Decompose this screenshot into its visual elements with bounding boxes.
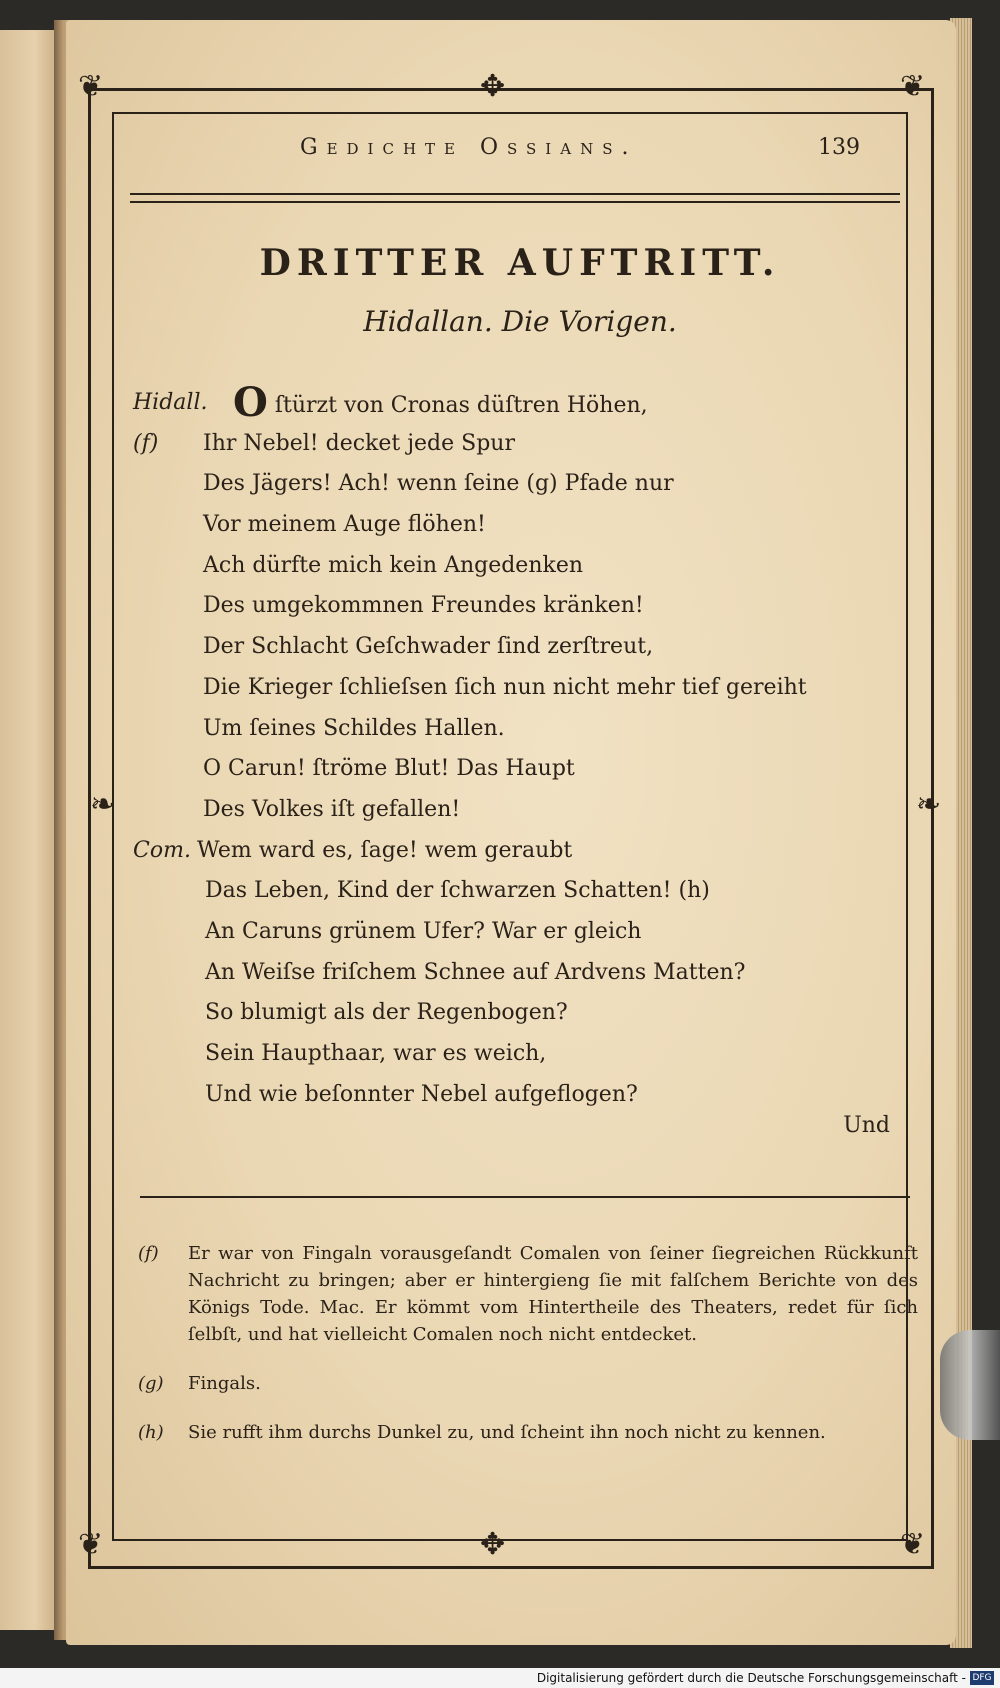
verse-line-text: ſtürzt von Cronas düſtren Höhen, <box>274 393 648 418</box>
page-number: 139 <box>818 135 860 160</box>
verse-line-text: Sein Haupthaar, war es weich, <box>205 1041 547 1066</box>
verse-text <box>233 379 648 427</box>
verse-line-text: An Weiſse friſchem Schnee auf Ardvens Matten? <box>205 959 746 985</box>
footnotes <box>138 1240 918 1468</box>
speaker-label: Hidall. (f) <box>133 390 208 456</box>
scene-persons: Hidallan. Die Vorigen. <box>363 305 677 338</box>
verse-text <box>203 424 515 465</box>
verse-line <box>133 871 893 912</box>
verse-line-text: Und wie beſonnter Nebel aufgeflogen? <box>205 1081 638 1107</box>
verse-text <box>203 586 644 627</box>
corner-ornament-icon: ❦ <box>78 69 104 104</box>
facing-page-edge <box>0 30 58 1630</box>
corner-ornament-icon: ❦ <box>78 1527 104 1562</box>
footnote-marker: (f) <box>138 1243 159 1264</box>
verse-line-text: Der Schlacht Geſchwader ſind zerſtreut, <box>203 634 654 660</box>
corner-ornament-icon: ❦ <box>900 1527 926 1562</box>
verse-text <box>203 505 486 546</box>
footnote <box>138 1370 918 1397</box>
verse-block <box>133 379 893 1115</box>
page-clip <box>940 1330 1000 1440</box>
verse-line-text: Vor meinem Auge flöhen! <box>203 512 486 538</box>
verse-text <box>205 953 745 994</box>
verse-line <box>133 1075 893 1116</box>
corner-ornament-icon: ❦ <box>900 69 926 104</box>
side-ornament-icon: ❧ <box>916 787 942 822</box>
verse-text <box>205 871 710 912</box>
footnote-rule <box>140 1196 910 1198</box>
scene-title: DRITTER AUFTRITT. <box>259 242 781 284</box>
verse-line-text: Ihr Nebel! decket jede Spur <box>203 430 515 456</box>
header-rule <box>130 193 900 203</box>
verse-text <box>203 546 583 587</box>
verse-line <box>133 668 893 709</box>
verse-text <box>205 993 568 1034</box>
dfg-logo: DFG <box>970 1671 994 1685</box>
verse-line-text: Das Leben, Kind der ſchwarzen Schatten! (h) <box>205 878 710 904</box>
verse-text <box>205 1075 638 1116</box>
verse-line <box>133 953 893 994</box>
verse-line <box>133 1034 893 1075</box>
verse-line <box>133 749 893 790</box>
verse-line <box>133 912 893 953</box>
verse-text <box>203 790 460 831</box>
top-center-ornament-icon: ✥ <box>480 69 506 104</box>
page-header <box>300 135 860 175</box>
verse-text <box>205 1034 546 1075</box>
verse-text <box>203 627 653 668</box>
side-ornament-icon: ❧ <box>90 787 116 822</box>
verse-line-text: Um ſeines Schildes Hallen. <box>203 715 505 741</box>
verse-line-text: Des Jägers! Ach! wenn ſeine (g) Pfade nur <box>203 471 674 497</box>
verse-text <box>203 668 807 709</box>
footnote <box>138 1240 918 1348</box>
verse-line-text: An Caruns grünem Ufer? War er gleich <box>205 918 642 944</box>
verse-line-text: Des umgekommnen Freundes kränken! <box>203 593 644 619</box>
verse-line-text: Des Volkes iſt gefallen! <box>203 796 461 822</box>
verse-line-text: Ach dürfte mich kein Angedenken <box>203 552 584 578</box>
verse-text <box>203 709 505 750</box>
bottom-center-ornament-icon: ✥ <box>480 1527 506 1562</box>
verse-line <box>133 627 893 668</box>
footnote-marker: (g) <box>138 1373 164 1394</box>
verse-line <box>133 790 893 831</box>
footnote-text: Sie rufft ihm durchs Dunkel zu, und ſcheint ihn noch nicht zu kennen. <box>188 1422 826 1443</box>
verse-line-text: O Carun! ſtröme Blut! Das Haupt <box>203 756 575 782</box>
verse-line <box>133 505 893 546</box>
verse-line <box>133 709 893 750</box>
footnote-text: Fingals. <box>188 1373 261 1394</box>
verse-text <box>205 912 641 953</box>
initial-letter: O <box>233 379 268 426</box>
verse-line-text: Die Krieger ſchlieſsen ſich nun nicht mehr tief gereiht <box>203 674 807 700</box>
verse-text <box>197 831 572 872</box>
catchword: Und <box>843 1113 890 1138</box>
verse-line <box>133 586 893 627</box>
verse-text <box>203 749 575 790</box>
footnote-text: Er war von Fingaln vorausgeſandt Comalen von ſeiner ſiegreichen Rückkunft Nachricht zu bringen; aber er hintergieng ſie mit falſchem Berichte von des Königs Tode. Mac. Er kömmt vom Hintertheile des Theaters, redet für ſich ſelbſt, und hat vielleicht Comalen noch nicht entdecket. <box>188 1243 918 1345</box>
verse-line <box>133 546 893 587</box>
verse-line <box>133 831 893 872</box>
footnote-marker: (h) <box>138 1422 164 1443</box>
speaker-label: Com. <box>133 837 191 863</box>
verse-line-text: So blumigt als der Regenbogen? <box>205 1000 568 1026</box>
digitization-credit: Digitalisierung gefördert durch die Deutsche Forschungsgemeinschaft - <box>536 1671 966 1685</box>
verse-text <box>203 464 674 505</box>
running-title: Gedichte Ossians. <box>300 135 638 160</box>
verse-line <box>133 464 893 505</box>
verse-line <box>133 993 893 1034</box>
verse-line <box>133 424 893 465</box>
footnote <box>138 1419 918 1446</box>
verse-line-text: Wem ward es, ſage! wem geraubt <box>197 837 573 863</box>
